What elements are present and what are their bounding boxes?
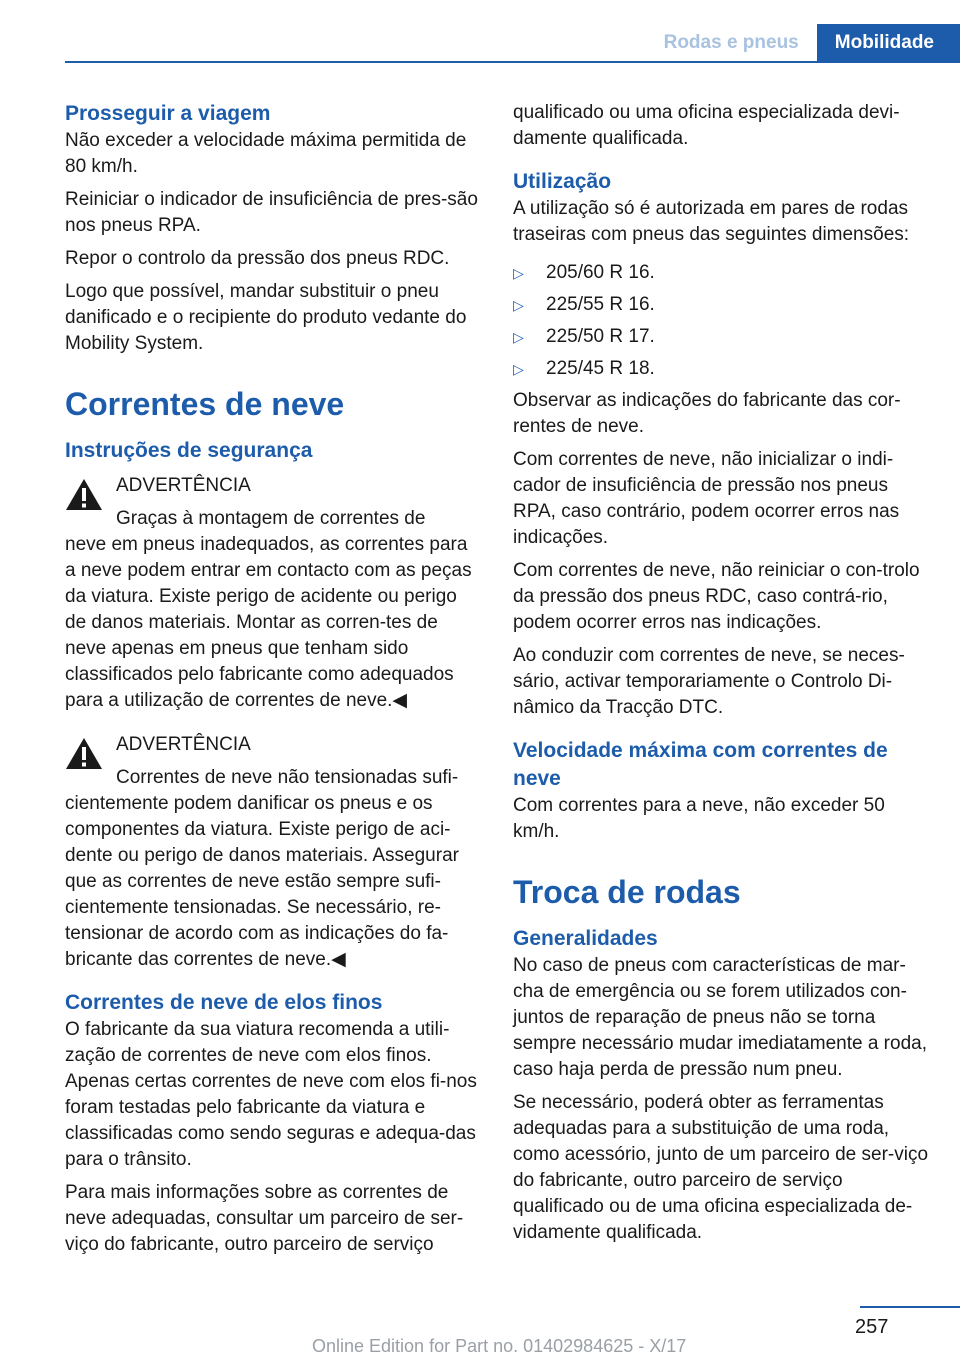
list-item bbox=[513, 292, 933, 318]
paragraph: Observar as indicações do fabricante das cor‐rentes de neve. bbox=[513, 390, 901, 437]
paragraph: A utilização só é autorizada em pares de rodas traseiras com pneus das seguintes dimensões: bbox=[513, 198, 910, 245]
paragraph: Com correntes para a neve, não exceder 50 km/h. bbox=[513, 795, 885, 842]
warning-block bbox=[65, 732, 483, 973]
paragraph: Se necessário, poderá obter as ferramentas adequadas para a substituição de uma roda, como acessório, junto de um parceiro de ser‐viço do fabricante, outro parceiro de serviço qualificado ou de uma oficina especializada de‐vidamente qualificada. bbox=[513, 1092, 929, 1243]
paragraph: Para mais informações sobre as correntes de neve adequadas, consultar um parceiro de ser‐viço do fabricante, outro parceiro de serviço bbox=[65, 1182, 464, 1255]
paragraph: Logo que possível, mandar substituir o pneu danificado e o recipiente do produto vedante do Mobility System. bbox=[65, 281, 467, 354]
triangle-right-bullet-icon: ▷ bbox=[513, 361, 524, 377]
heading-instrucoes: Instruções de segurança bbox=[65, 439, 313, 462]
paragraph: Com correntes de neve, não inicializar o indi‐cador de insuficiência de pressão nos pneus RPA, caso contrário, podem ocorrer erros nas indicações. bbox=[513, 449, 900, 548]
heading-elos-finos: Correntes de neve de elos finos bbox=[65, 991, 383, 1014]
edition-footer: Online Edition for Part no. 01402984625 - X/17 bbox=[312, 1336, 687, 1356]
warning-title: ADVERTÊNCIA bbox=[116, 475, 251, 496]
heading-prosseguir: Prosseguir a viagem bbox=[65, 102, 271, 125]
list-item-text: 225/45 R 18. bbox=[546, 358, 655, 379]
triangle-right-bullet-icon: ▷ bbox=[513, 329, 524, 345]
paragraph: Repor o controlo da pressão dos pneus RDC. bbox=[65, 248, 450, 269]
heading-generalidades: Generalidades bbox=[513, 927, 658, 950]
warning-triangle-icon bbox=[65, 736, 103, 770]
warning-title: ADVERTÊNCIA bbox=[116, 734, 251, 755]
warning-text: cientemente podem danificar os pneus e os componentes da viatura. Existe perigo de aci‐dente ou perigo de danos materiais. Assegurar que as correntes de neve estão sempre sufi‐cientemente tensionadas. Se necessário, re‐tensionar de acordo com as indicações do fa‐bricante das correntes de neve.◀ bbox=[65, 793, 459, 970]
left-column bbox=[65, 100, 483, 1265]
tab-chapter: Mobilidade bbox=[817, 24, 960, 62]
paragraph: qualificado ou uma oficina especializada devi‐damente qualificada. bbox=[513, 102, 900, 149]
list-item bbox=[513, 324, 933, 350]
paragraph: No caso de pneus com características de mar‐cha de emergência ou se forem utilizados con‐juntos de reparação de pneus não se torna sempre necessário mudar imediatamente a roda, caso haja perda de pressão num pneu. bbox=[513, 955, 927, 1080]
header-rule bbox=[65, 61, 960, 63]
warning-text: neve em pneus inadequados, as correntes para a neve podem entrar em contacto com as peças da viatura. Existe perigo de acidente ou perigo de danos materiais. Montar as corren‐tes de neve apenas em pneus que tenham sido classificados pelo fabricante como adequados para a utilização de correntes de neve.◀ bbox=[65, 534, 472, 711]
paragraph: Reiniciar o indicador de insuficiência de pres‐são nos pneus RPA. bbox=[65, 189, 478, 236]
paragraph: O fabricante da sua viatura recomenda a utili‐zação de correntes de neve com elos finos. Apenas certas correntes de neve com elos fi‐nos foram testadas pelo fabricante da viatura e classificadas como sendo seguras e adequa‐das para o trânsito. bbox=[65, 1019, 477, 1170]
header-tabs bbox=[646, 24, 960, 62]
warning-triangle-icon bbox=[65, 477, 103, 511]
heading-utilizacao: Utilização bbox=[513, 170, 612, 193]
heading-velocidade: Velocidade máxima com correntes de neve bbox=[513, 739, 888, 790]
paragraph: Ao conduzir com correntes de neve, se neces‐sário, activar temporariamente o Controlo Di‐nâmico da Tracção DTC. bbox=[513, 645, 905, 718]
warning-text-first-line: Graças à montagem de correntes de bbox=[116, 508, 426, 529]
tab-section: Rodas e pneus bbox=[646, 24, 817, 62]
warning-text-first-line: Correntes de neve não tensionadas sufi‐ bbox=[116, 767, 459, 788]
heading-correntes: Correntes de neve bbox=[65, 386, 345, 422]
triangle-right-bullet-icon: ▷ bbox=[513, 265, 524, 281]
warning-block bbox=[65, 473, 483, 714]
list-item-text: 205/60 R 16. bbox=[546, 262, 655, 283]
footer-rule bbox=[860, 1306, 960, 1308]
paragraph: Com correntes de neve, não reiniciar o con‐trolo da pressão dos pneus RDC, caso contrá‐rio, podem ocorrer erros nas indicações. bbox=[513, 560, 920, 633]
page-number: 257 bbox=[855, 1316, 889, 1338]
list-item bbox=[513, 260, 933, 286]
list-item-text: 225/50 R 17. bbox=[546, 326, 655, 347]
right-column bbox=[513, 100, 933, 1253]
heading-troca: Troca de rodas bbox=[513, 874, 741, 910]
paragraph: Não exceder a velocidade máxima permitida de 80 km/h. bbox=[65, 130, 467, 177]
tire-size-list bbox=[513, 260, 933, 382]
list-item bbox=[513, 356, 933, 382]
list-item-text: 225/55 R 16. bbox=[546, 294, 655, 315]
triangle-right-bullet-icon: ▷ bbox=[513, 297, 524, 313]
